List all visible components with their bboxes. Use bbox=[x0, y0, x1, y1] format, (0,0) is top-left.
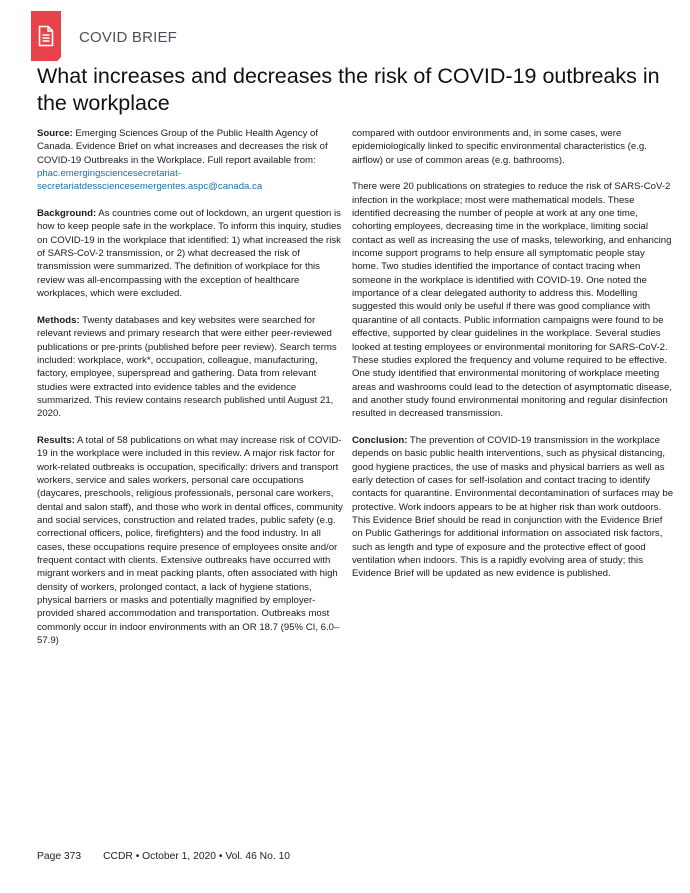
source-paragraph bbox=[37, 127, 347, 194]
results-paragraph bbox=[37, 434, 347, 648]
strategies-paragraph: There were 20 publications on strategies to reduce the risk of SARS-CoV-2 infection in the workplace; most were mathematical models. These identified decreasing the number of people at work at any one time, cohorting employees, decreasing time in the workplace, limiting social contact as well as increasing the use of masks, teleworking, and enhancing income support programs to help ensure all symptomatic people stay home. Two studies identified the importance of contact tracing when someone in the workplace is identified with COVID-19. One noted the importance of a clear delegated authority to address this. Modelling suggested this would only be useful if there was good compliance with quarantine of all contacts. Public information campaigns were found to be effective, supported by clear guidelines in the workplace. Several studies looked at testing employees or environmental monitoring for SARS-CoV-2. These studies explored the frequency and volume required to be effective. One study identified that environmental monitoring of workplace meeting areas and washrooms could lead to the detection of asymptomatic disease, and another study found environmental monitoring and regular disinfection resulted in decreased transmission. bbox=[352, 181, 672, 420]
page-title: What increases and decreases the risk of COVID-19 outbreaks in the workplace bbox=[37, 64, 660, 115]
background-paragraph bbox=[37, 207, 347, 300]
conclusion-heading: Conclusion: bbox=[352, 434, 408, 446]
results-continuation-paragraph: compared with outdoor environments and, in some cases, were epidemiologically linked to specific environmental characteristics (e.g. airflow) or use of common areas (e.g. bathrooms). bbox=[352, 128, 647, 166]
right-column bbox=[352, 127, 674, 594]
document-icon bbox=[38, 25, 54, 47]
methods-text: Twenty databases and key websites were searched for relevant reviews and primary research that were either peer-reviewed publications or pre-prints (published before peer review). Search terms included: workplace, work*, occupation, colleague, manufacturing, factory, employee, superspread and gathering. Data from relevant studies were extracted into evidence tables and the evidence summarized. This review contains research published until August 21, 2020. bbox=[37, 314, 337, 420]
background-heading: Background: bbox=[37, 208, 97, 220]
conclusion-paragraph bbox=[352, 434, 674, 581]
results-text: A total of 58 publications on what may increase risk of COVID-19 in the workplace were included in this review. A major risk factor for work-related outbreaks is occupation, specifically: drivers and transport workers, service and sales workers, personal care occupations (daycares, preschools, religious professionals, personal care workers, dental and salon staff), and those who work in dental offices, community and social services, construction and related trades, public safety (e.g. correctional officers, police, firefighters) and the food industry. In all cases, these occupations require presence of employees onsite and/or frequent contact with clients. Extensive outbreaks have occurred with migrant workers and in meat packing plants, often associated with high density of workers, prolonged contact, a lack of hygiene stations, physical barriers or masks and potentially magnified by employer-provided shared accommodation and transportation. Outbreaks most commonly occur in indoor environments with an OR 18.7 (95% CI, 6.0–57.9) bbox=[37, 434, 343, 647]
methods-heading: Methods: bbox=[37, 314, 80, 326]
conclusion-text: The prevention of COVID-19 transmission in the workplace depends on basic public health interventions, such as physical distancing, good hygiene practices, the use of masks and physical barriers as well as early detection of cases for self-isolation and contact tracing to identify contacts for quarantine. Environmental decontamination of surfaces may be protective. Work indoors appears to be at higher risk than work outdoors. This Evidence Brief should be read in conjunction with the Evidence Brief on Public Gatherings for additional information on associated risk factors, such as length and type of exposure and the protective effect of good ventilation when indoors. This is a rapidly evolving area of study; this Evidence Brief will be updated as new evidence is published. bbox=[352, 434, 674, 580]
left-column bbox=[37, 127, 347, 661]
brief-type-label: COVID BRIEF bbox=[79, 28, 178, 46]
source-text: Emerging Sciences Group of the Public Health Agency of Canada. Evidence Brief on what increases and decreases the risk of COVID-19 Outbreaks in the Workplace. Full report available from: bbox=[37, 128, 328, 166]
brief-header bbox=[31, 10, 177, 62]
journal-citation: CCDR • October 1, 2020 • Vol. 46 No. 10 bbox=[103, 851, 291, 862]
background-text: As countries come out of lockdown, an urgent question is how to keep people safe in the workplace. To inform this inquiry, studies on COVID-19 in the workplace that identified: 1) what increased the risk of SARS-CoV-2 transmission, or 2) what decreased the risk of transmission were summarized. The definition of workplace for this review was all-encompassing with the exception of healthcare workplaces, which were excluded. bbox=[37, 208, 342, 300]
source-heading: Source: bbox=[37, 128, 73, 139]
methods-paragraph bbox=[37, 314, 347, 421]
brief-badge bbox=[31, 11, 61, 61]
report-email-link[interactable]: phac.emergingsciencesecretariat-secretariatdessciencesemergentes.aspc@canada.ca bbox=[37, 168, 263, 193]
page-footer bbox=[37, 851, 290, 862]
page-number: Page 373 bbox=[37, 851, 82, 862]
results-heading: Results: bbox=[37, 434, 75, 446]
